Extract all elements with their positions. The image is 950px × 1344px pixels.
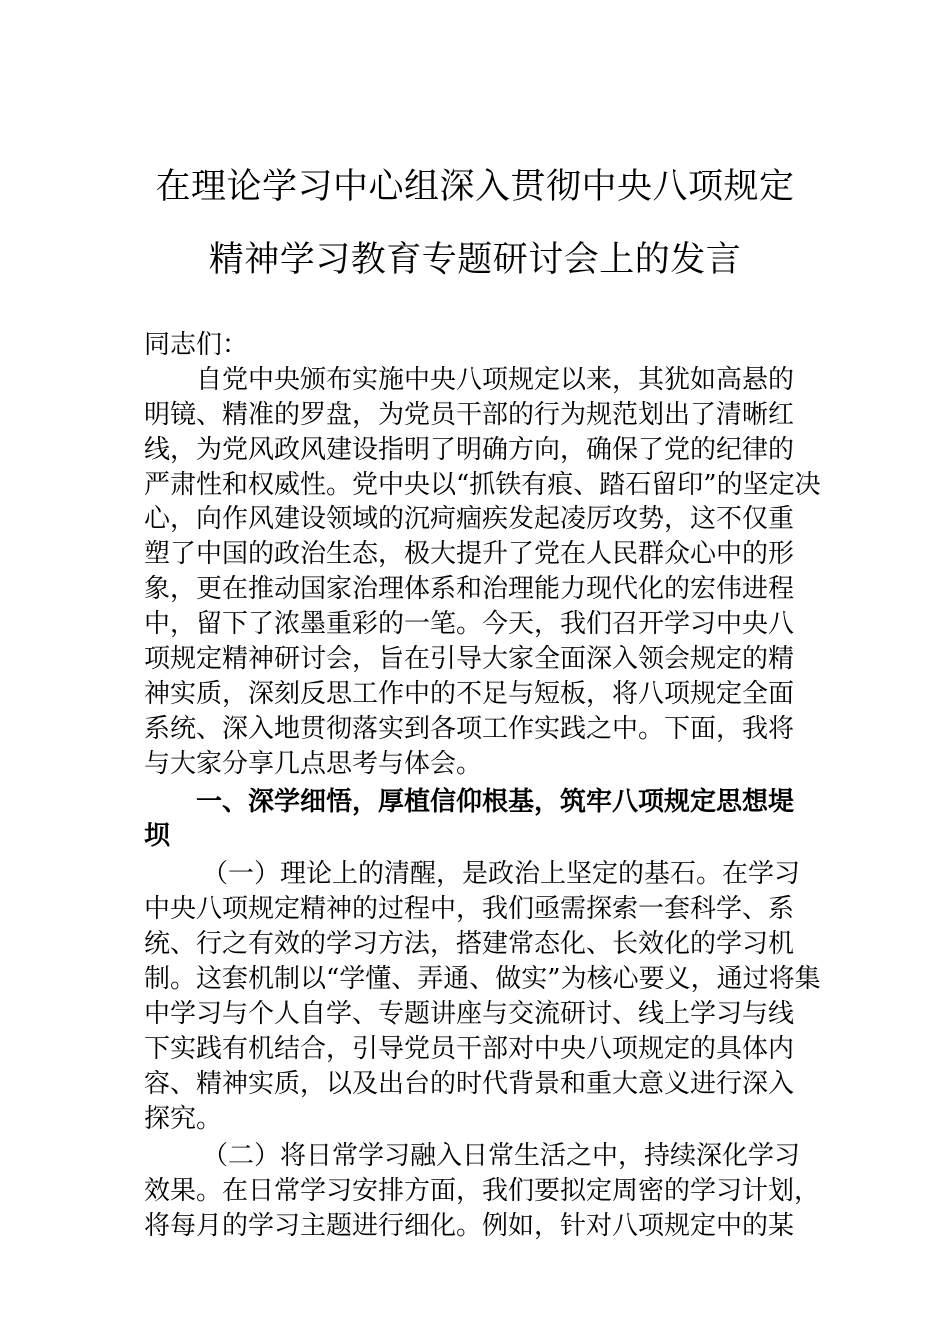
paragraph-line: 塑了中国的政治生态，极大提升了党在人民群众心中的形 (144, 539, 795, 570)
subsection-line: 容、精神实质，以及出台的时代背景和重大意义进行深入 (144, 1068, 795, 1099)
paragraph-line: 项规定精神研讨会，旨在引导大家全面深入领会规定的精 (144, 644, 795, 675)
subsection-line: 中央八项规定精神的过程中，我们亟需探索一套科学、系 (144, 894, 795, 925)
paragraph-line: 自党中央颁布实施中央八项规定以来，其犹如高悬的 (196, 364, 795, 395)
paragraph-line: 象，更在推动国家治理体系和治理能力现代化的宏伟进程 (144, 574, 795, 605)
paragraph-line: 明镜、精准的罗盘，为党员干部的行为规范划出了清晰红 (144, 399, 795, 430)
subsection-line: 制。这套机制以“学懂、弄通、做实”为核心要义，通过将集 (144, 964, 821, 995)
subsection-line: 统、行之有效的学习方法，搭建常态化、长效化的学习机 (144, 929, 795, 960)
salutation: 同志们： (144, 330, 249, 360)
document-title-line-2: 精神学习教育专题研讨会上的发言 (208, 240, 742, 280)
paragraph-line: 系统、深入地贯彻落实到各项工作实践之中。下面，我将 (144, 713, 795, 744)
subsection-line: 中学习与个人自学、专题讲座与交流研讨、线上学习与线 (144, 998, 795, 1029)
subsection-line: 下实践有机结合，引导党员干部对中央八项规定的具体内 (144, 1033, 795, 1064)
subsection-line: 效果。在日常学习安排方面，我们要拟定周密的学习计划， (144, 1176, 821, 1207)
subsection-line: 探究。 (144, 1103, 223, 1134)
paragraph-line: 中，留下了浓墨重彩的一笔。今天，我们召开学习中央八 (144, 609, 795, 640)
paragraph-line: 线，为党风政风建设指明了明确方向，确保了党的纪律的 (144, 434, 795, 465)
subsection-line: （二）将日常学习融入日常生活之中，持续深化学习 (202, 1141, 801, 1172)
subsection-line: 将每月的学习主题进行细化。例如，针对八项规定中的某 (144, 1211, 795, 1242)
document-title-line-1: 在理论学习中心组深入贯彻中央八项规定 (155, 167, 795, 207)
paragraph-line: 心，向作风建设领域的沉疴痼疾发起凌厉攻势，这不仅重 (144, 504, 795, 535)
paragraph-line: 神实质，深刻反思工作中的不足与短板，将八项规定全面 (144, 678, 795, 709)
section-heading-line: 一、深学细悟，厚植信仰根基，筑牢八项规定思想堤 (196, 786, 795, 817)
section-heading-line: 坝 (144, 821, 171, 852)
document-body (144, 328, 834, 1244)
paragraph-line: 与大家分享几点思考与体会。 (144, 748, 483, 779)
subsection-line: （一）理论上的清醒，是政治上坚定的基石。在学习 (202, 859, 801, 890)
paragraph-line: 严肃性和权威性。党中央以“抓铁有痕、踏石留印”的坚定决 (144, 469, 821, 500)
